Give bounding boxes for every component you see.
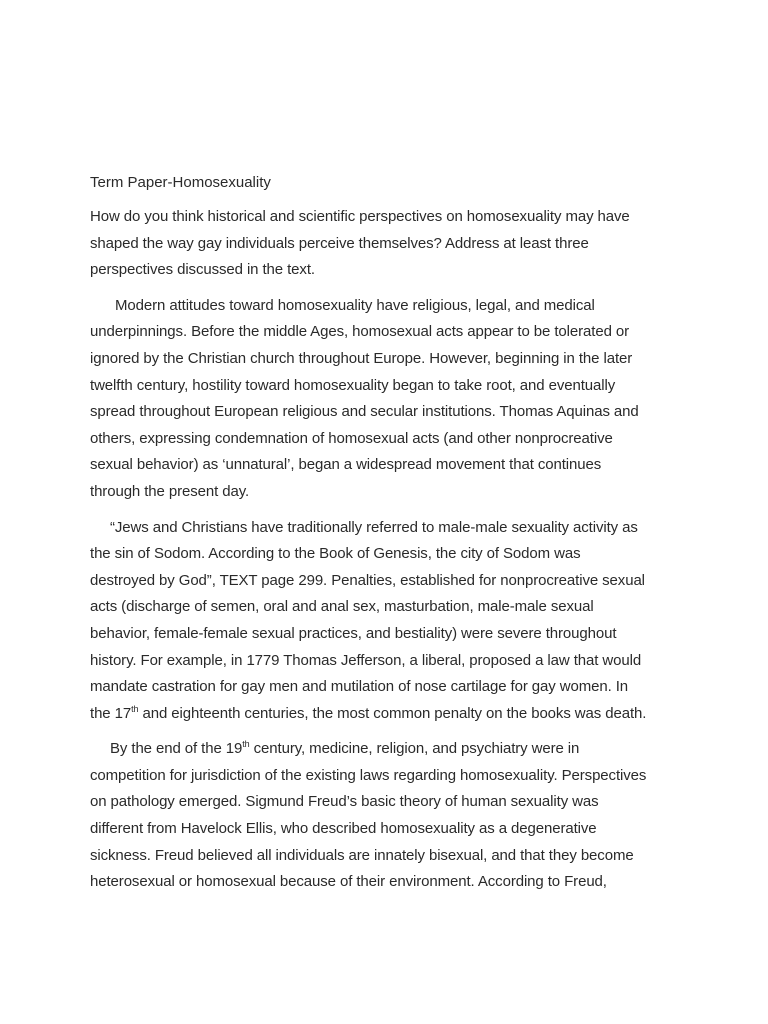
text-line: underpinnings. Before the middle Ages, homosexual acts appear to be tolerated or (90, 323, 630, 341)
text-line: How do you think historical and scientific perspectives on homosexuality may have (90, 208, 630, 225)
text-line: through the present day. (90, 482, 250, 500)
paragraph-3 (90, 736, 670, 896)
text-line: the sin of Sodom. According to the Book of Genesis, the city of Sodom was (90, 545, 581, 563)
text-line (90, 701, 670, 728)
text-line: perspectives discussed in the text. (90, 261, 315, 279)
text-fragment: and eighteenth centuries, the most common penalty on the books was death. (138, 704, 647, 722)
text-line: shaped the way gay individuals perceive themselves? Address at least three (90, 234, 589, 252)
text-fragment: By the end of the 19 (110, 740, 243, 758)
text-line: twelfth century, hostility toward homosexuality began to take root, and eventually (90, 376, 616, 394)
text-line: mandate castration for gay men and mutilation of nose cartilage for gay women. In (90, 678, 629, 696)
text-line: history. For example, in 1779 Thomas Jefferson, a liberal, proposed a law that would (90, 651, 642, 669)
text-line: others, expressing condemnation of homosexual acts (and other nonprocreative (90, 429, 613, 447)
text-line: sexual behavior) as ‘unnatural’, began a widespread movement that continues (90, 456, 602, 474)
text-line: competition for jurisdiction of the existing laws regarding homosexuality. Perspectives (90, 766, 647, 784)
text-fragment: century, medicine, religion, and psychiatry were in (249, 740, 580, 758)
text-fragment: the 17 (90, 704, 132, 722)
text-line: on pathology emerged. Sigmund Freud’s basic theory of human sexuality was (90, 793, 599, 811)
text-line: acts (discharge of semen, oral and anal sex, masturbation, male-male sexual (90, 598, 594, 616)
text-line: Modern attitudes toward homosexuality have religious, legal, and medical (115, 296, 595, 314)
text-line: “Jews and Christians have traditionally referred to male-male sexuality activity as (110, 518, 638, 536)
superscript: th (131, 703, 139, 714)
text-line: heterosexual or homosexual because of their environment. According to Freud, (90, 873, 607, 891)
text-line: behavior, female-female sexual practices, and bestiality) were severe throughout (90, 624, 617, 642)
text-line: ignored by the Christian church throughout Europe. However, beginning in the later (90, 349, 633, 367)
text-line: different from Havelock Ellis, who described homosexuality as a degenerative (90, 820, 597, 838)
superscript: th (242, 739, 250, 750)
document-title: Term Paper-Homosexuality (90, 174, 271, 191)
text-line: destroyed by God”, TEXT page 299. Penalties, established for nonprocreative sexual (90, 571, 645, 589)
paragraph-2 (90, 515, 670, 728)
question-paragraph (90, 204, 670, 284)
document-page (90, 170, 670, 905)
text-line: spread throughout European religious and secular institutions. Thomas Aquinas and (90, 403, 639, 421)
text-line: sickness. Freud believed all individuals are innately bisexual, and that they become (90, 846, 634, 864)
text-line (90, 736, 670, 763)
paragraph-1 (90, 293, 670, 506)
